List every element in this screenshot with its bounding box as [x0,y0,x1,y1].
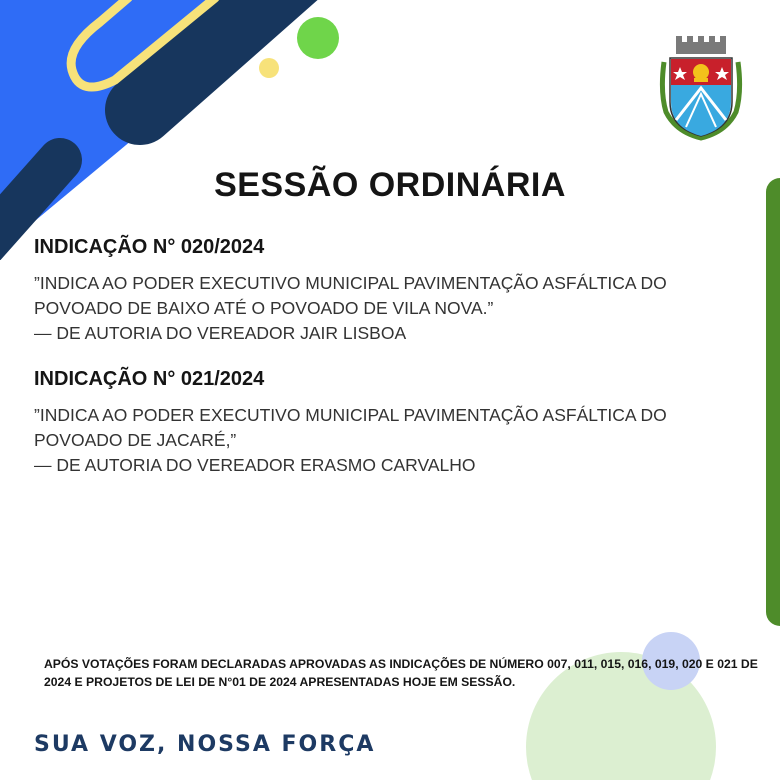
municipal-coat-of-arms-icon [656,32,746,142]
indicacao-heading: INDICAÇÃO N° 020/2024 [34,236,265,258]
indicacao-author: — DE AUTORIA DO VEREADOR ERASMO CARVALHO [34,455,476,475]
approval-notice: APÓS VOTAÇÕES FORAM DECLARADAS APROVADAS AS INDICAÇÕES DE NÚMERO 007, 011, 015, 016, 019, 020 E 021 DE 2024 E PROJETOS DE LEI DE N°01 DE 2024 APRESENTADAS HOJE EM SESSÃO. [44,657,758,689]
indicacao-block [34,368,754,478]
indicacao-author: — DE AUTORIA DO VEREADOR JAIR LISBOA [34,323,407,343]
indicacao-text: ”INDICA AO PODER EXECUTIVO MUNICIPAL PAVIMENTAÇÃO ASFÁLTICA DO POVOADO DE JACARÉ,” [34,405,667,450]
page-title: SESSÃO ORDINÁRIA [214,166,566,204]
indicacao-text: ”INDICA AO PODER EXECUTIVO MUNICIPAL PAVIMENTAÇÃO ASFÁLTICA DO POVOADO DE BAIXO ATÉ O POVOADO DE VILA NOVA.” [34,273,667,318]
decorative-shapes [0,0,360,260]
indicacao-heading: INDICAÇÃO N° 021/2024 [34,368,265,390]
green-side-bar [766,178,780,626]
indicacao-block [34,236,754,346]
slogan: SUA VOZ, NOSSA FORÇA [34,732,376,757]
